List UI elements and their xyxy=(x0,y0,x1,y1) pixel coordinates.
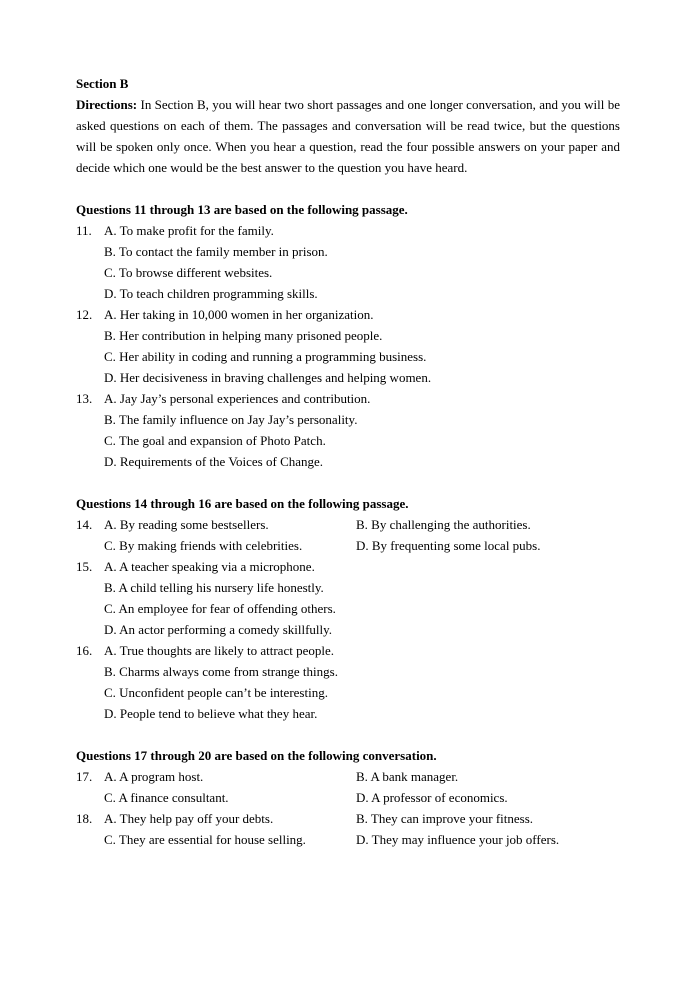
option-row xyxy=(76,241,620,262)
option-row xyxy=(76,577,620,598)
option-c: C. To browse different websites. xyxy=(104,265,273,280)
option-c: C. A finance consultant. xyxy=(104,790,229,805)
group-heading-14-16: Questions 14 through 16 are based on the following passage. xyxy=(76,496,409,511)
option-c: C. The goal and expansion of Photo Patch. xyxy=(104,433,326,448)
option-row xyxy=(76,346,620,367)
group-heading-11-13: Questions 11 through 13 are based on the following passage. xyxy=(76,202,408,217)
option-row xyxy=(76,325,620,346)
option-a: A. By reading some bestsellers. xyxy=(104,517,269,532)
question-15 xyxy=(76,556,620,577)
option-d: D. They may influence your job offers. xyxy=(356,832,560,847)
option-b: B. A child telling his nursery life honestly. xyxy=(104,580,324,595)
option-row xyxy=(76,703,620,724)
group-heading-17-20: Questions 17 through 20 are based on the following conversation. xyxy=(76,748,437,763)
question-number: 16. xyxy=(76,643,93,658)
option-row xyxy=(76,262,620,283)
option-d: D. People tend to believe what they hear. xyxy=(104,706,318,721)
option-b: B. Her contribution in helping many prisoned people. xyxy=(104,328,383,343)
option-b: B. They can improve your fitness. xyxy=(356,811,534,826)
question-number: 18. xyxy=(76,811,93,826)
directions xyxy=(76,94,620,178)
question-number: 12. xyxy=(76,307,93,322)
option-row xyxy=(76,430,620,451)
question-number: 14. xyxy=(76,517,93,532)
option-c: C. An employee for fear of offending others. xyxy=(104,601,336,616)
directions-text: In Section B, you will hear two short passages and one longer conversation, and you will be asked questions on each of them. The passages and conversation will be read twice, but the questions will be spoken only once. When you hear a question, read the four possible answers on your paper and decide which one would be the best answer to the question you have heard. xyxy=(76,97,620,175)
option-a: A. Her taking in 10,000 women in her organization. xyxy=(104,307,374,322)
option-b: B. To contact the family member in prison. xyxy=(104,244,328,259)
option-row xyxy=(76,829,620,850)
question-number: 11. xyxy=(76,223,92,238)
option-d: D. A professor of economics. xyxy=(356,790,508,805)
question-18 xyxy=(76,808,620,829)
question-12 xyxy=(76,304,620,325)
option-row xyxy=(76,682,620,703)
option-b: B. Charms always come from strange things. xyxy=(104,664,338,679)
option-row xyxy=(76,451,620,472)
option-b: B. The family influence on Jay Jay’s personality. xyxy=(104,412,358,427)
option-a: A. They help pay off your debts. xyxy=(104,811,274,826)
option-row xyxy=(76,619,620,640)
directions-label: Directions: xyxy=(76,97,138,112)
question-14 xyxy=(76,514,620,535)
option-a: A. True thoughts are likely to attract people. xyxy=(104,643,334,658)
option-d: D. An actor performing a comedy skillfully. xyxy=(104,622,333,637)
option-row xyxy=(76,661,620,682)
question-11 xyxy=(76,220,620,241)
option-c: C. They are essential for house selling. xyxy=(104,832,306,847)
option-a: A. Jay Jay’s personal experiences and contribution. xyxy=(104,391,371,406)
option-a: A. A program host. xyxy=(104,769,204,784)
question-number: 17. xyxy=(76,769,93,784)
option-b: B. A bank manager. xyxy=(356,769,459,784)
question-17 xyxy=(76,766,620,787)
option-d: D. Requirements of the Voices of Change. xyxy=(104,454,324,469)
option-d: D. To teach children programming skills. xyxy=(104,286,318,301)
document-page xyxy=(76,73,620,850)
option-c: C. By making friends with celebrities. xyxy=(104,538,303,553)
option-row xyxy=(76,787,620,808)
option-d: D. By frequenting some local pubs. xyxy=(356,538,541,553)
option-a: A. A teacher speaking via a microphone. xyxy=(104,559,315,574)
option-a: A. To make profit for the family. xyxy=(104,223,274,238)
option-row xyxy=(76,283,620,304)
option-c: C. Unconfident people can’t be interesting. xyxy=(104,685,328,700)
question-13 xyxy=(76,388,620,409)
option-row xyxy=(76,409,620,430)
option-b: B. By challenging the authorities. xyxy=(356,517,531,532)
question-number: 15. xyxy=(76,559,93,574)
question-16 xyxy=(76,640,620,661)
question-number: 13. xyxy=(76,391,93,406)
option-c: C. Her ability in coding and running a programming business. xyxy=(104,349,427,364)
option-row xyxy=(76,367,620,388)
option-row xyxy=(76,535,620,556)
option-d: D. Her decisiveness in braving challenges and helping women. xyxy=(104,370,432,385)
section-title: Section B xyxy=(76,76,129,91)
option-row xyxy=(76,598,620,619)
